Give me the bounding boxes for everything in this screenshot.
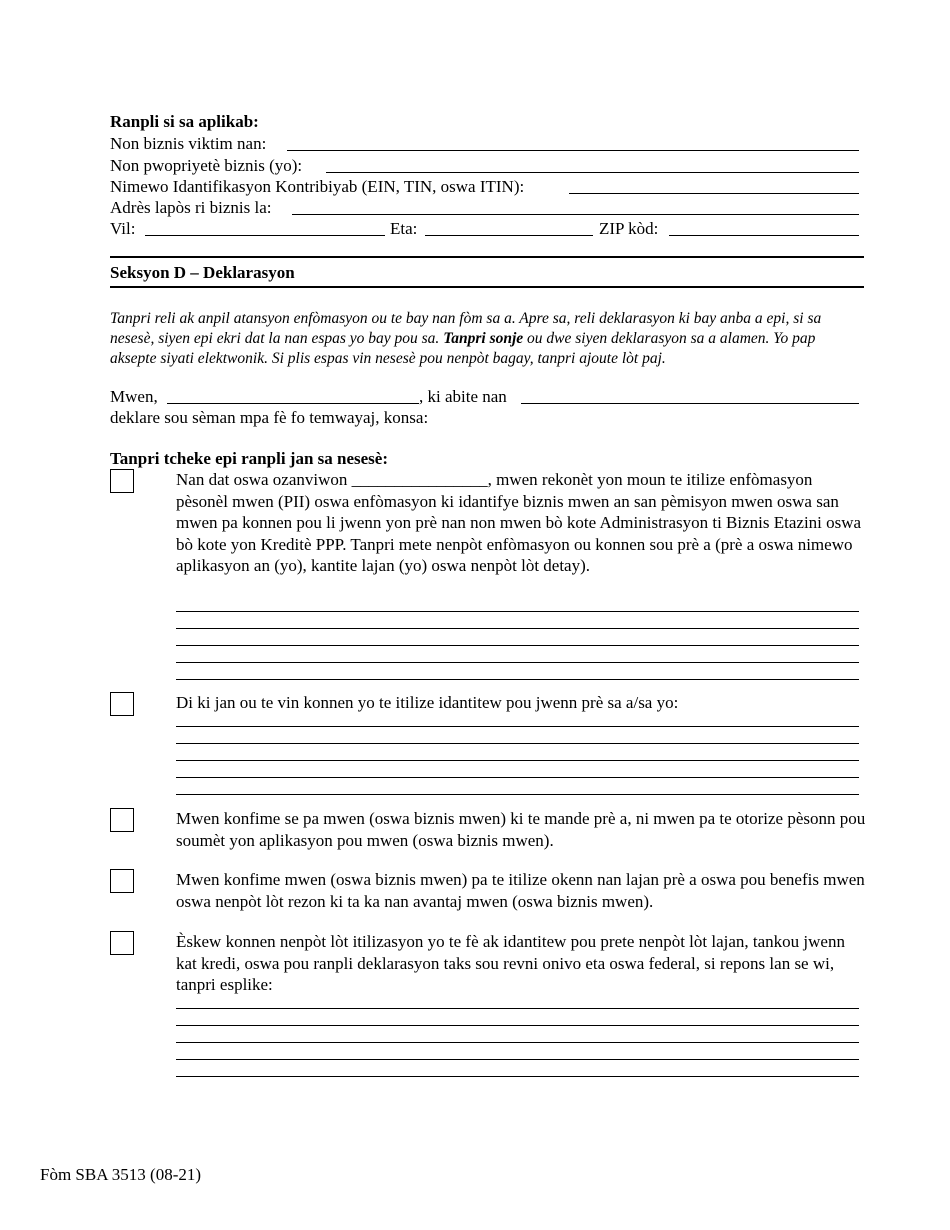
item-4-text: Mwen konfime mwen (oswa biznis mwen) pa te itilize okenn nan lajan prè a oswa pou benefis mwen oswa nenpòt lòt rezon ki ta ka nan avantaj mwen (oswa biznis mwen). <box>176 870 865 911</box>
checkbox-item-5[interactable] <box>110 931 134 955</box>
checkbox-item-1[interactable] <box>110 469 134 493</box>
item-5-line-1[interactable] <box>176 1008 859 1009</box>
item-1-text: Nan dat oswa ozanviwon ________________, mwen rekonèt yon moun te itilize enfòmasyon pèsonèl mwen (PII) oswa enfòmasyon ki idantifye biznis mwen an san pèmisyon mwen oswa san mwen pa konnen pou li jwenn yon prè nan non mwen bò kote Administrasyon ti Biznis Etazini oswa bò kote yon Kreditè PPP. Tanpri mete nenpòt enfòmasyon ou konnen sou prè a (prè a oswa nimewo aplikasyon an (yo), kantite lajan (yo) oswa nenpòt lòt detay). <box>176 470 862 575</box>
intro-part-1: Tanpri reli ak anpil atansyon enfòmasyon ou te bay nan fòm sa a. Apre sa, reli deklarasyon ki bay anba a epi, si sa nesesè, siyen epi ekri dat la nan espas yo bay pou sa. <box>110 310 822 347</box>
section-top-rule <box>110 256 864 258</box>
item-3-text: Mwen konfime se pa mwen (oswa biznis mwen) ki te mande prè a, ni mwen pa te otorize pèsonn pou soumèt yon aplikasyon pou mwen (oswa biznis mwen). <box>176 809 866 850</box>
item-5-text: Èskew konnen nenpòt lòt itilizasyon yo te fè ak idantitew pou prete nenpòt lòt lajan, tankou jwenn kat kredi, oswa pou ranpli deklarasyon taks sou revni onivo eta oswa federal, si repons lan se wi, tanpri esplike: <box>176 932 845 994</box>
intro-bold: Tanpri sonje <box>443 330 524 347</box>
state-label: Eta: <box>390 219 418 238</box>
checkbox-item-2[interactable] <box>110 692 134 716</box>
zip-label: ZIP kòd: <box>599 219 659 238</box>
item-1-line-2[interactable] <box>176 628 859 629</box>
address-field[interactable] <box>292 214 859 215</box>
intro-part-2: ou dwe siyen deklarasyon sa a alamen. Yo pap aksepte siyati elektwonik. Si plis espas vin nesesè pou nenpòt bagay, tanpri ajoute lòt paj. <box>110 330 816 367</box>
item-2-line-2[interactable] <box>176 743 859 744</box>
city-field[interactable] <box>145 235 385 236</box>
item-5-line-5[interactable] <box>176 1076 859 1077</box>
business-name-label: Non biznis viktim nan: <box>110 134 267 153</box>
declare-abite: , ki abite nan <box>419 387 507 406</box>
address-label: Adrès lapòs ri biznis la: <box>110 198 272 217</box>
item-1-line-1[interactable] <box>176 611 859 612</box>
item-5-line-3[interactable] <box>176 1042 859 1043</box>
item-2-line-5[interactable] <box>176 794 859 795</box>
city-label: Vil: <box>110 219 136 238</box>
section-d-intro <box>110 309 850 369</box>
declare-line2: deklare sou sèman mpa fè fo temwayaj, konsa: <box>110 408 429 427</box>
section-bottom-rule <box>110 286 864 288</box>
item-2-line-3[interactable] <box>176 760 859 761</box>
item-2-line-1[interactable] <box>176 726 859 727</box>
declarant-address-field[interactable] <box>521 403 859 404</box>
zip-field[interactable] <box>669 235 859 236</box>
check-heading: Tanpri tcheke epi ranpli jan sa nesesè: <box>110 449 389 468</box>
section-d-title: Seksyon D – Deklarasyon <box>110 263 295 282</box>
item-1-line-5[interactable] <box>176 679 859 680</box>
applicant-heading: Ranpli si sa aplikab: <box>110 112 259 131</box>
checkbox-item-3[interactable] <box>110 808 134 832</box>
item-2-line-4[interactable] <box>176 777 859 778</box>
form-id: Fòm SBA 3513 (08-21) <box>40 1165 202 1184</box>
owner-field[interactable] <box>326 172 859 173</box>
item-5-line-2[interactable] <box>176 1025 859 1026</box>
item-2-text: Di ki jan ou te vin konnen yo te itilize idantitew pou jwenn prè sa a/sa yo: <box>176 693 679 712</box>
tin-field[interactable] <box>569 193 859 194</box>
item-1-line-4[interactable] <box>176 662 859 663</box>
checkbox-item-4[interactable] <box>110 869 134 893</box>
declare-mwen: Mwen, <box>110 387 158 406</box>
item-1-line-3[interactable] <box>176 645 859 646</box>
business-name-field[interactable] <box>287 150 859 151</box>
tin-label: Nimewo Idantifikasyon Kontribiyab (EIN, TIN, oswa ITIN): <box>110 177 525 196</box>
declarant-name-field[interactable] <box>167 403 419 404</box>
owner-label: Non pwopriyetè biznis (yo): <box>110 156 303 175</box>
item-5-line-4[interactable] <box>176 1059 859 1060</box>
state-field[interactable] <box>425 235 593 236</box>
